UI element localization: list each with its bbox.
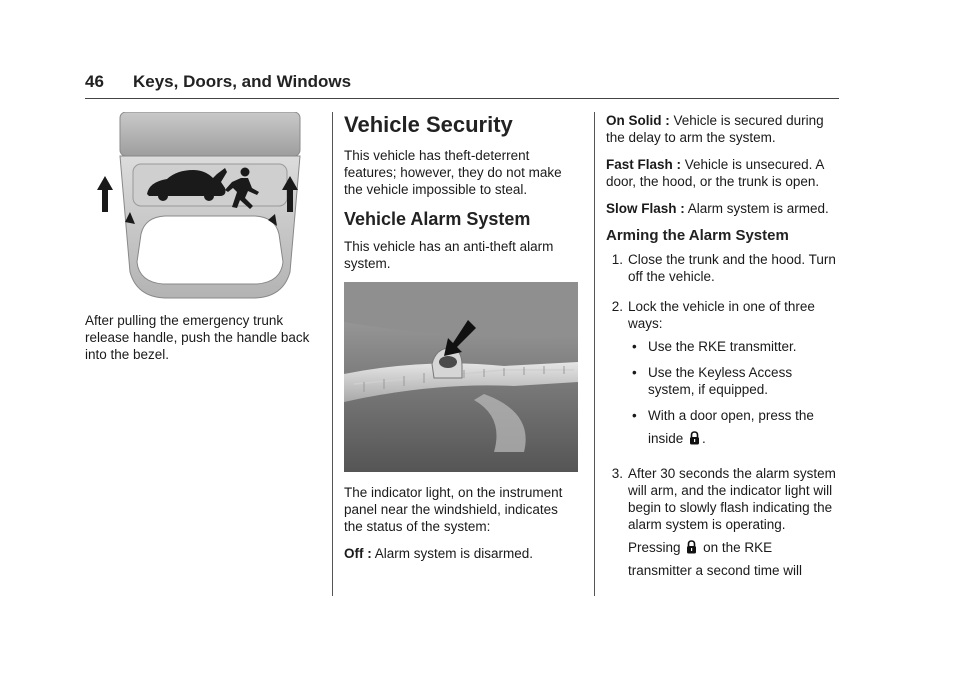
state-label: Fast Flash : xyxy=(606,157,682,172)
lock-methods xyxy=(628,338,842,447)
list-item xyxy=(606,251,842,289)
page-header xyxy=(85,72,839,99)
bullet-text-end: . xyxy=(702,431,706,446)
indicator-light-description: The indicator light, on the instrument panel near the windshield, indicates the status of the system: xyxy=(344,485,563,534)
state-fast-flash xyxy=(606,156,842,190)
state-off-label: Off : xyxy=(344,546,372,561)
state-text: Vehicle is unsecured. A door, the hood, or the trunk is open. xyxy=(606,157,824,189)
list-item xyxy=(628,407,842,447)
lock-icon xyxy=(689,431,700,445)
list-item xyxy=(628,338,842,355)
state-text: Alarm system is armed. xyxy=(687,201,829,216)
bullet: • xyxy=(632,339,637,354)
column-2 xyxy=(344,112,580,572)
arming-steps xyxy=(606,251,842,583)
column-3 xyxy=(606,112,842,592)
arming-heading: Arming the Alarm System xyxy=(606,227,789,244)
bullet-text: Use the RKE transmitter. xyxy=(648,339,797,354)
step-text: Lock the vehicle in one of three ways: xyxy=(628,299,815,331)
state-text: Vehicle is secured during the delay to arm the system. xyxy=(606,113,824,145)
trunk-release-caption: After pulling the emergency trunk release handle, push the handle back into the bezel. xyxy=(85,313,310,362)
step-number: 3. xyxy=(611,466,623,481)
up-arrow-icon xyxy=(97,176,113,212)
indicator-light-photo xyxy=(344,282,578,472)
transmitter-line: transmitter a second time will xyxy=(628,563,803,578)
step-text: After 30 seconds the alarm system will arm, and the indicator light will begin to slowly flash indicating the alarm system is operating. xyxy=(628,466,836,532)
state-label: On Solid : xyxy=(606,113,670,128)
state-label: Slow Flash : xyxy=(606,201,685,216)
list-item xyxy=(606,465,842,583)
emergency-trunk-release-illustration xyxy=(85,112,310,302)
column-divider xyxy=(594,112,595,596)
column-1 xyxy=(85,112,310,373)
column-divider xyxy=(332,112,333,596)
bullet-text: Use the Keyless Access system, if equipped. xyxy=(648,365,793,397)
bullet-text-inside: inside xyxy=(648,431,684,446)
state-on-solid xyxy=(606,112,842,146)
list-item xyxy=(628,364,842,398)
state-slow-flash xyxy=(606,200,842,217)
alarm-system-heading: Vehicle Alarm System xyxy=(344,209,531,229)
state-off xyxy=(344,545,580,562)
pressing-line xyxy=(628,539,842,556)
lock-icon xyxy=(686,540,697,554)
step-text: Close the trunk and the hood. Turn off the vehicle. xyxy=(628,252,836,284)
state-off-text: Alarm system is disarmed. xyxy=(374,546,534,561)
vehicle-security-intro: This vehicle has theft-deterrent features; however, they do not make the vehicle impossible to steal. xyxy=(344,148,562,197)
bullet: • xyxy=(632,365,637,380)
vehicle-security-heading: Vehicle Security xyxy=(344,112,513,137)
bullet: • xyxy=(632,408,637,423)
pressing-rest: on the RKE xyxy=(703,540,773,555)
step-number: 1. xyxy=(611,252,623,267)
pressing-word: Pressing xyxy=(628,540,681,555)
step-number: 2. xyxy=(611,299,623,314)
bullet-text: With a door open, press the xyxy=(648,408,814,423)
alarm-system-intro: This vehicle has an anti-theft alarm system. xyxy=(344,239,554,271)
page-number: 46 xyxy=(85,72,104,91)
section-title: Keys, Doors, and Windows xyxy=(133,72,352,91)
list-item xyxy=(606,298,842,456)
